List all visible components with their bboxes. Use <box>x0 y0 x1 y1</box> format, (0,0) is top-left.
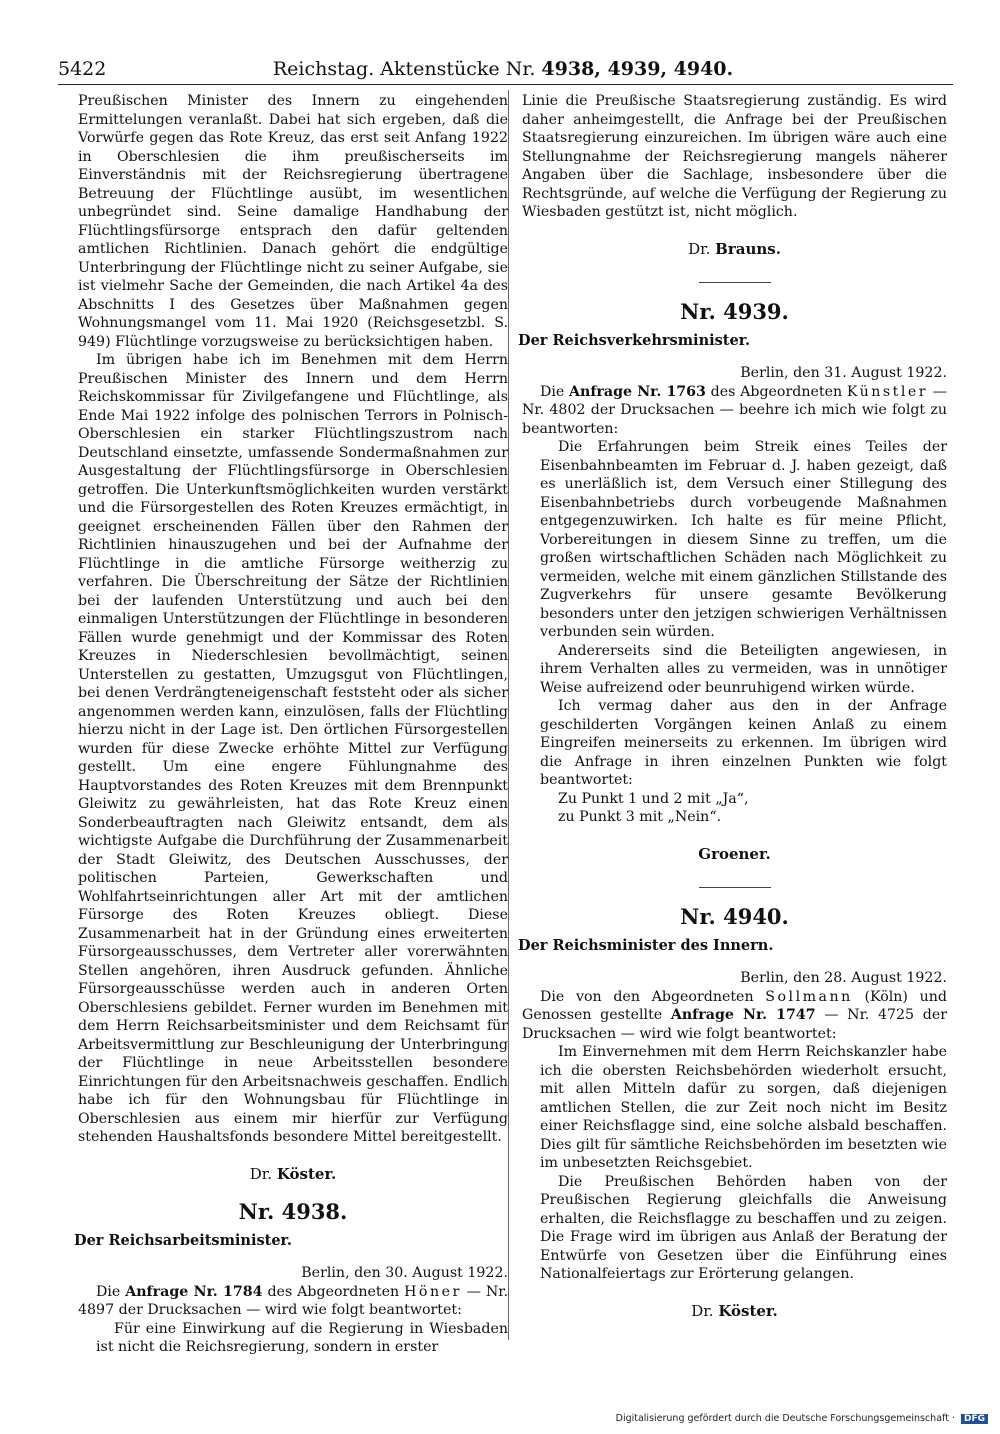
document-number-4939: Nr. 4939. <box>680 299 789 324</box>
paragraph: Im übrigen habe ich im Benehmen mit dem Herrn Preußischen Minister des Innern und dem Herrn Reichskommissar für Zivilgefangene und Flüchtlinge, als Ende Mai 1922 infolge des polnischen Terrors in Polnisch-Oberschlesien ein starker Flüchtlingszustrom nach Deutschland einsetzte, umfassende Sondermaßnahmen zur Ausgestaltung der Flüchtlingsfürsorge in Oberschlesien getroffen. Die Unterkunftsmöglichkeiten wurden verstärkt und die Fürsorgestellen des Roten Kreuzes ermächtigt, in geeignet erscheinenden Fällen über den Rahmen der Richtlinien hinauszugehen und bei der Aufnahme der Flüchtlinge in die amtliche Fürsorge weitherzig zu verfahren. Die Überschreitung der Sätze der Richtlinien bei der laufenden Unterstützung und auch bei den einmaligen Unterstützungen der Flüchtlinge in besonderen Fällen wurde genehmigt und der Kommissar des Roten Kreuzes in Niederschlesien bevollmächtigt, seinen Unterstellen zu gestatten, Umzugsgut von Flüchtlingen, bei denen Verdrängteneigenschaft feststeht oder als sicher angenommen werden kann, einzulösen, falls der Flüchtling hierzu nicht in der Lage ist. Den örtlichen Fürsorgestellen wurden für diese Zwecke erhöhte Mittel zur Verfügung gestellt. Um eine engere Fühlungnahme des Hauptvorstandes des Roten Kreuzes mit dem Brennpunkt Gleiwitz zu gewährleisten, hat das Rote Kreuz einen Sonderbeauftragten nach Gleiwitz entsandt, dem als wichtigste Aufgabe die Durchführung der Zusammenarbeit der Stadt Gleiwitz, des Deutschen Ausschusses, der politischen Parteien, Gewerkschaften und Wohlfahrtseinrichtungen aller Art mit der amtlichen Fürsorge des Roten Kreuzes obliegt. Diese Zusammenarbeit hat in der Gründung eines erweiterten Fürsorgeausschusses, dem Vertreter aller vorerwähnten Stellen angehören, ihren Ausdruck gefunden. Ähnliche Fürsorgeausschüsse werden auch in anderen Orten Oberschlesiens gebildet. Ferner wurden im Benehmen mit dem Herrn Reichsarbeitsminister und dem Reichsamt für Arbeitsvermittlung zur Beschleunigung der Unterbringung der Flüchtlinge in neue Arbeitsstellen besondere Einrichtungen für den Arbeitsnachweis geschaffen. Endlich habe ich für den Wohnungsbau für Flüchtlinge in Oberschlesien aus einem mir hierfür zur Verfügung stehenden Haushaltsfonds besondere Mittel bereitgestellt. <box>78 352 508 1145</box>
document-number-4940: Nr. 4940. <box>680 904 789 929</box>
paragraph: Preußischen Minister des Innern zu eingehenden Ermittelungen veranlaßt. Dabei hat sich ergeben, daß die Vorwürfe gegen das Rote Kreuz, das erst seit Anfang 1922 in Oberschlesien die ihm preußischerseits im Einverständnis mit der Reichsregierung übertragene Betreuung der Flüchtlinge ausübt, im wesentlichen unbegründet sind. Seine damalige Handhabung der Flüchtlingsfürsorge entsprach den dafür geltenden amtlichen Richtlinien. Danach gehört die endgültige Unterbringung der Flüchtlinge nicht zu seiner Aufgabe, sie ist vielmehr Sache der Gemeinden, die nach Artikel 4a des Abschnitts I des Gesetzes über Maßnahmen gegen Wohnungsmangel vom 11. Mai 1920 (Reichsgesetzbl. S. 949) Flüchtlinge vorzugsweise zu berücksichtigen haben. <box>78 93 508 350</box>
page-title: Reichstag. Aktenstücke Nr. 4938, 4939, 4940. <box>272 58 734 80</box>
paragraph: Im Einvernehmen mit dem Herrn Reichskanzler habe ich die obersten Reichsbehörden wiederholt ersucht, mit allen Mitteln dafür zu sorgen, daß diejenigen amtlichen Stellen, die zur Zeit noch nicht im Besitz einer Reichsflagge sind, eine solche alsbald beschaffen. Dies gilt für sämtliche Reichsbehörden im besetzten wie im unbesetzten Reichsgebiet. <box>540 1044 947 1171</box>
signature-brauns: Dr. Brauns. <box>688 239 781 258</box>
signature-koester: Dr. Köster. <box>249 1164 337 1183</box>
sender-4939: Der Reichsverkehrsminister. <box>518 331 751 349</box>
date-4938: Berlin, den 30. August 1922. <box>301 1265 508 1281</box>
digitization-footer: Digitalisierung gefördert durch die Deutsche Forschungsgemeinschaft · DFG <box>616 1413 988 1424</box>
header-rule <box>58 84 953 85</box>
body-4938: Für eine Einwirkung auf die Regierung in Wiesbaden ist nicht die Reichsregierung, sondern in erster <box>96 1320 508 1355</box>
paragraph: zu Punkt 3 mit „Nein“. <box>558 809 722 825</box>
sender-4940: Der Reichsminister des Innern. <box>518 936 774 954</box>
date-4939: Berlin, den 31. August 1922. <box>740 365 947 381</box>
sender-4938: Der Reichsarbeitsminister. <box>74 1231 292 1249</box>
paragraph: Ich vermag daher aus den in der Anfrage geschilderten Vorgängen keinen Anlaß zu einem Eingreifen meinerseits zu erkennen. Im übrigen wird die Anfrage in ihren einzelnen Punkten wie folgt beantwortet: <box>540 698 947 788</box>
dfg-logo: DFG <box>961 1414 988 1424</box>
left-column <box>74 92 508 1357</box>
signature-koester: Dr. Köster. <box>691 1301 778 1320</box>
section-rule <box>699 887 771 888</box>
document-number-4938: Nr. 4938. <box>238 1199 348 1224</box>
page-header <box>58 58 948 84</box>
date-4940: Berlin, den 28. August 1922. <box>740 970 947 986</box>
right-column <box>518 92 947 1336</box>
intro-4939: Die Anfrage Nr. 1763 des Abgeordneten Künstler — Nr. 4802 der Drucksachen — beehre ich mich wie folgt zu beantworten: <box>522 383 947 437</box>
intro-4938: Die Anfrage Nr. 1784 des Abgeordneten Höner — Nr. 4897 der Drucksachen — wird wie folgt beantwortet: <box>78 1283 508 1318</box>
paragraph: Zu Punkt 1 und 2 mit „Ja“, <box>558 790 749 807</box>
signature-groener: Groener. <box>698 844 771 863</box>
intro-4940: Die von den Abgeordneten Sollmann (Köln) und Genossen gestellte Anfrage Nr. 1747 — Nr. 4725 der Drucksachen — wird wie folgt beantwortet: <box>522 988 947 1042</box>
paragraph: Die Erfahrungen beim Streik eines Teiles der Eisenbahnbeamten im Februar d. J. haben gezeigt, daß es unerläßlich ist, dem Versuch einer Stillegung des Eisenbahnbetriebs durch vorbeugende Maßnahmen entgegenzuwirken. Ich halte es für meine Pflicht, Vorbereitungen in diesem Sinne zu treffen, um die großen wirtschaftlichen Schäden nach Möglichkeit zu vermeiden, welche mit einem gänzlichen Stillstande des Zugverkehrs für unsere gesamte Bevölkerung besonders unter den jetzigen schwierigen Verhältnissen verbunden sein würden. <box>540 439 947 640</box>
paragraph: Die Preußischen Behörden haben von der Preußischen Regierung gleichfalls die Anweisung erhalten, die Reichsflagge zu beschaffen und zu zeigen. Die Frage wird im übrigen aus Anlaß der Beratung der Entwürfe von Gesetzen über die Einführung eines Nationalfeiertags zur Erörterung gelangen. <box>540 1173 947 1282</box>
column-divider <box>508 90 509 1340</box>
paragraph: Linie die Preußische Staatsregierung zuständig. Es wird daher anheimgestellt, die Anfrage bei der Preußischen Staatsregierung einzureichen. Im übrigen wäre auch eine Stellungnahme der Reichsregierung mangels näherer Angaben über die Sachlage, insbesondere über die Rechtsgründe, auf welche die Verfügung der Regierung zu Wiesbaden gestützt ist, nicht möglich. <box>522 93 947 220</box>
paragraph: Andererseits sind die Beteiligten angewiesen, in ihrem Verhalten alles zu vermeiden, was in unnötiger Weise aufreizend oder beunruhigend wirken würde. <box>540 642 947 696</box>
section-rule <box>699 282 771 283</box>
page-number: 5422 <box>58 58 107 80</box>
